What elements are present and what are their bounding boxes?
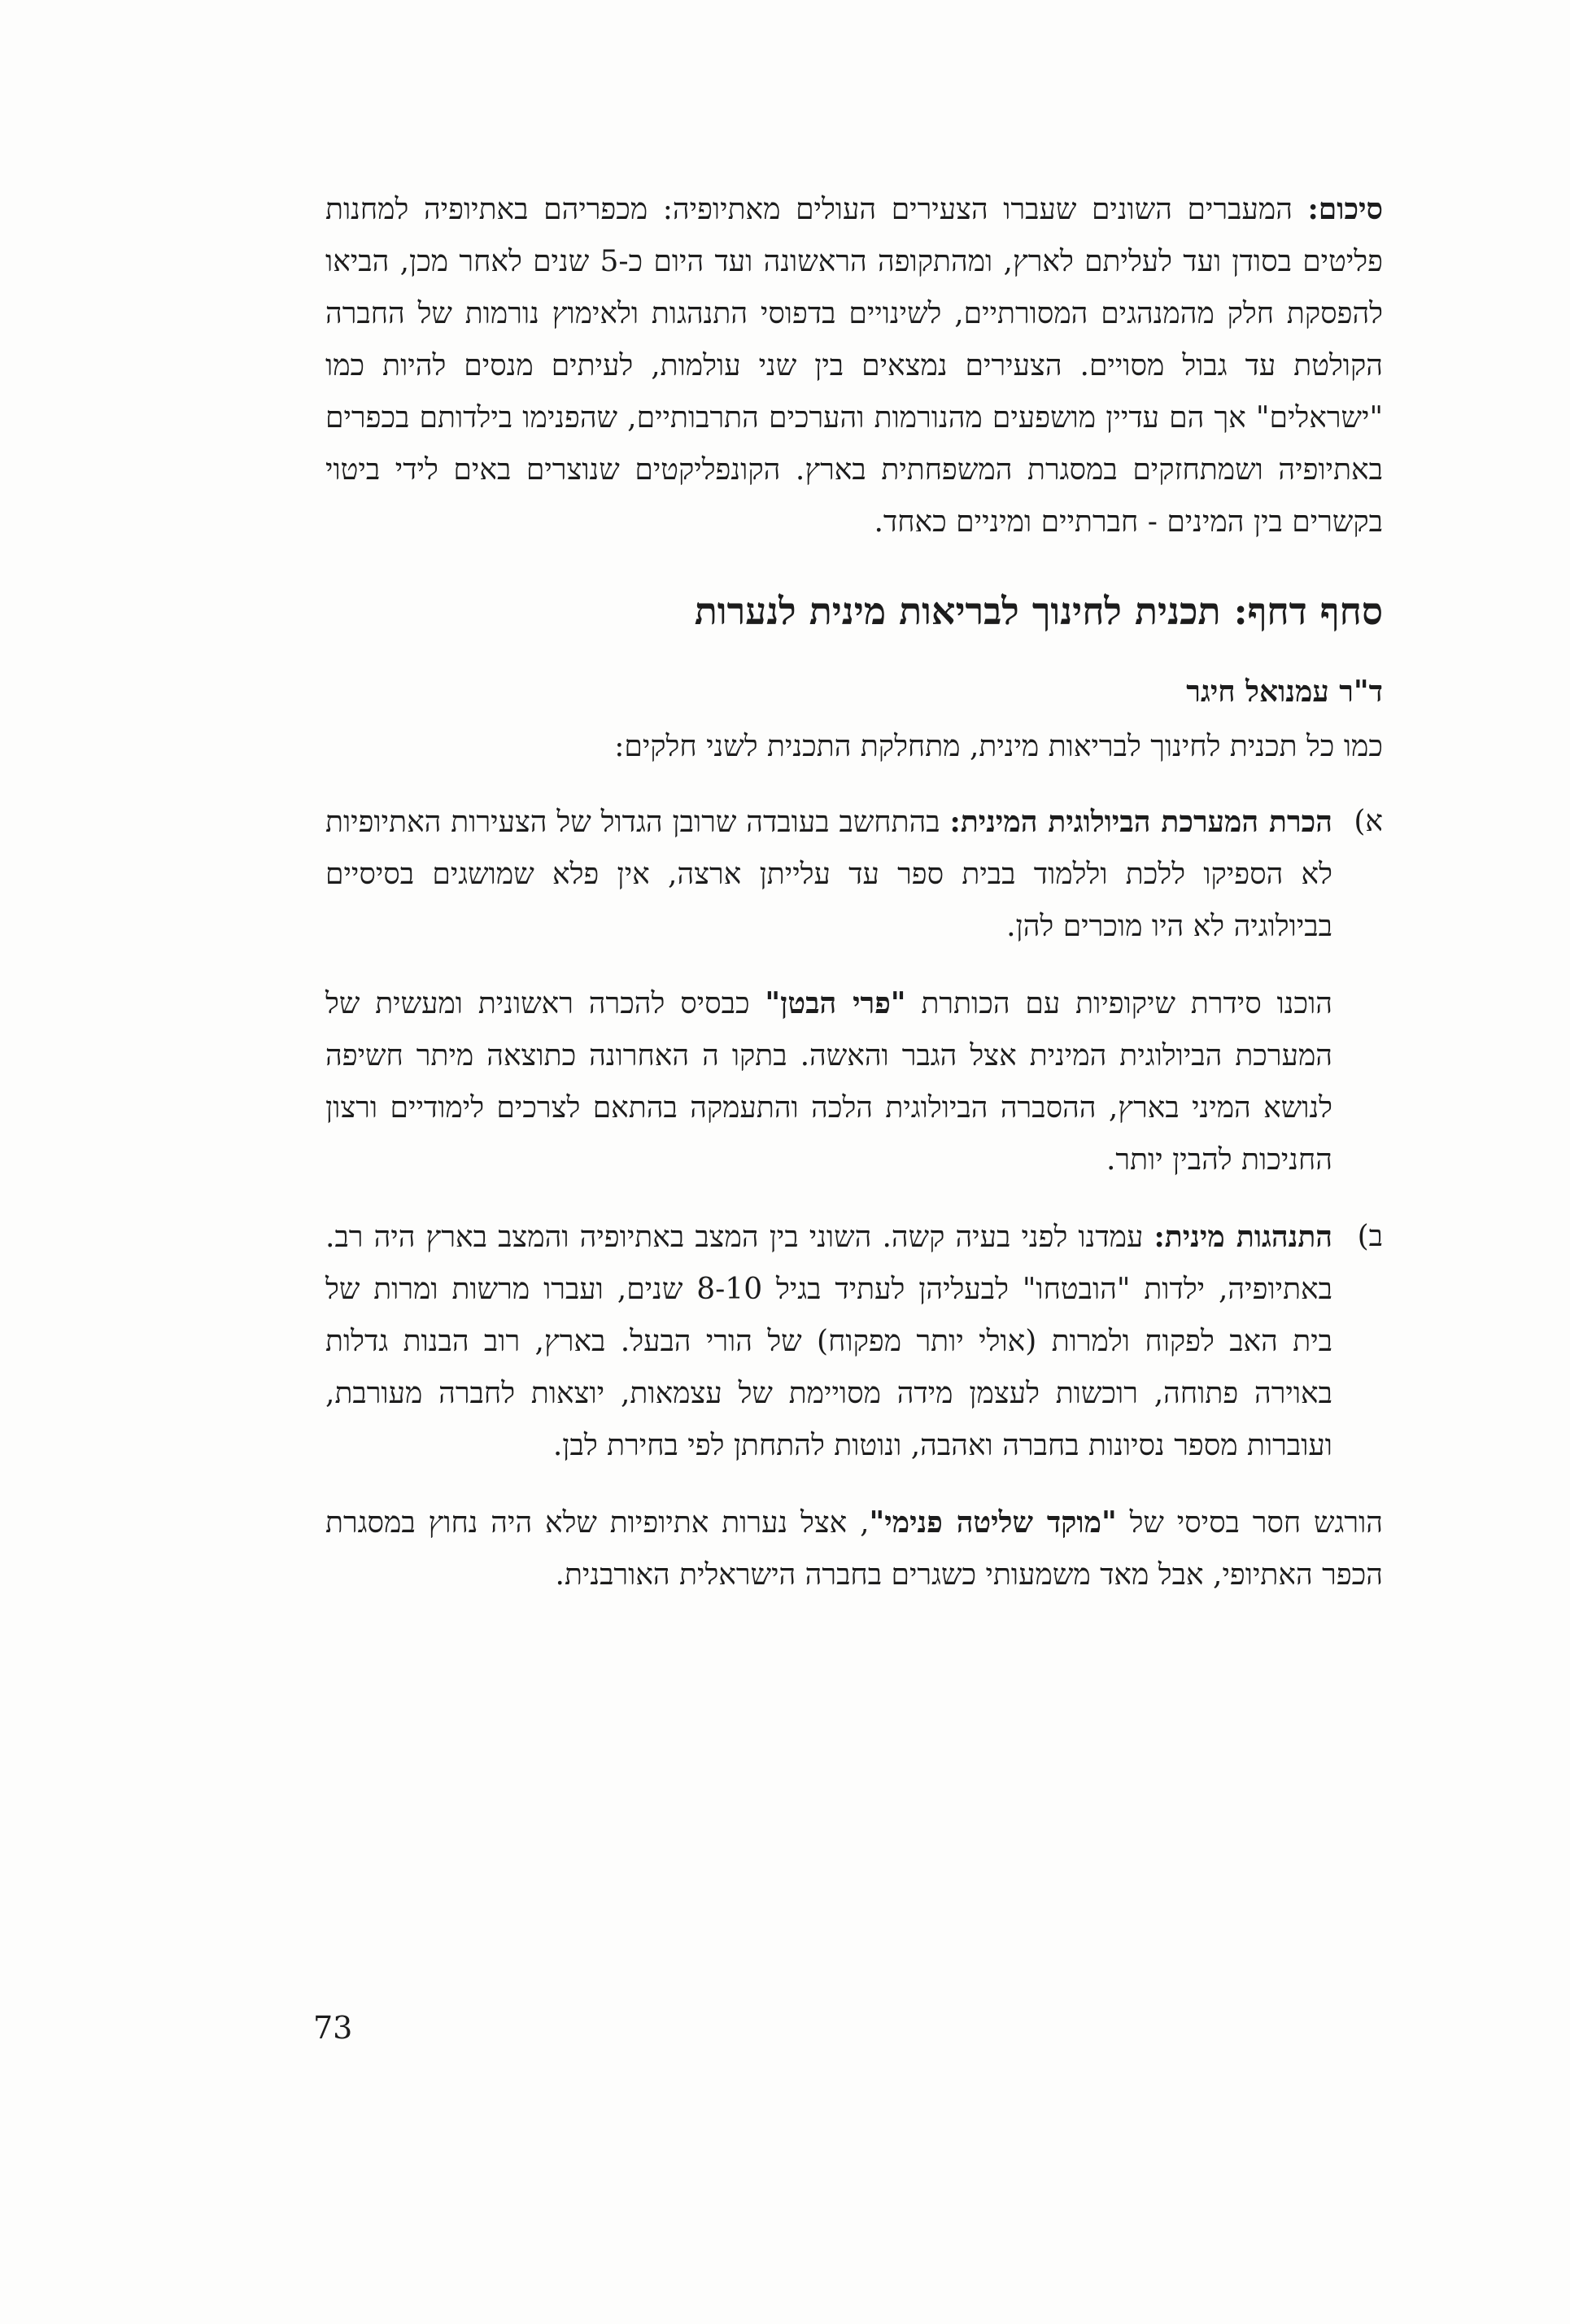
closing-bold: "מוקד שליטה פנימי" [869,1505,1117,1540]
list-item-a-paragraph-1 [325,796,1332,953]
list-item-a-p2-before: הוכנו סידרת שיקופיות עם הכותרת [921,987,1333,1020]
closing-after: , אצל נערות אתיופיות שלא היה נחוץ במסגרת הכפר האתיופי, אבל מאד משמעותי כשגרים בחברה הישראלית האורבנית. [325,1506,1383,1592]
closing-before: הורגש חסר בסיסי של [1129,1506,1383,1540]
closing-paragraph [325,1496,1383,1601]
list-item-b [325,1211,1383,1472]
author-name: ד"ר עמנואל חיגר [1186,675,1383,709]
section-heading: סחף דחף: תכנית לחינוך לבריאות מינית לנערות [694,589,1383,633]
list-item-b-paragraph [325,1211,1332,1472]
summary-label: סיכום: [1307,192,1383,226]
summary-text: המעברים השונים שעברו הצעירים העולים מאתיופיה: מכפריהם באתיופיה למחנות פליטים בסודן ועד לעליתם לארץ, ומהתקופה הראשונה ועד היום כ-5 שנים לאחר מכן, הביאו להפסקת חלק מהמנהגים המסורתיים, לשינויים בדפוסי התנהגות ולאימוץ נורמות של החברה הקולטת עד גבול מסויים. הצעירים נמצאים בין שני עולמות, לעיתים מנסים להיות כמו "ישראלים" אך הם עדיין מושפעים מהנורמות והערכים התרבותיים, שהפנימו בילדותם בכפרים באתיופיה ושמתחזקים במסגרת המשפחתית בארץ. הקונפליקטים שנוצרים באים לידי ביטוי בקשרים בין המינים - חברתיים ומיניים כאחד. [325,193,1384,539]
list-item-b-letter: ב) [1357,1220,1383,1253]
list-item-b-text: עמדנו לפני בעיה קשה. השוני בין המצב באתיופיה והמצב בארץ היה רב. באתיופיה, ילדות "הובטחו" לבעליהן לעתיד בגיל 8-10 שנים, ועברו מרשות ומרות של בית האב לפקוח ולמרות (אולי יותר מפקוח) של הורי הבעל. בארץ, רוב הבנות גדלות באוירה פתוחה, רוכשות לעצמן מידה מסויימת של עצמאות, יוצאות לחברה מעורבת, ועוברות מספר נסיונות בחברה ואהבה, ונוטות להתחתן לפי בחירת לבן. [325,1221,1333,1462]
list-item-a-label: הכרת המערכת הביולוגית המינית: [949,805,1332,839]
summary-paragraph [325,183,1383,548]
list-item-a-letter: א) [1354,805,1383,838]
list-item-a-p2-after: כבסיס להכרה ראשונית ומעשית של המערכת הביולוגית המינית אצל הגבר והאשה. בתקו ה האחרונה כתוצאה מיתר חשיפה לנושא המיני בארץ, ההסברה הביולוגית הלכה והתעמקה בהתאם לצרכים לימודיים ורצון החניכות להבין יותר. [325,987,1332,1177]
list-item-b-label: התנהגות מינית: [1154,1220,1332,1254]
list-item-a-paragraph-2 [325,977,1332,1186]
list-item-a-text: בהתחשב בעובדה שרובן הגדול של הצעירות האתיופיות לא הספיקו ללכת וללמוד בבית ספר עד עלייתן ארצה, אין פלא שמושגים בסיסיים בביולוגיה לא היו מוכרים להן. [325,806,1332,943]
page-content [325,183,1383,1601]
list-item-a [325,796,1383,1186]
list-item-a-body [325,796,1332,1186]
list-item-a-p2-bold: "פרי הבטן" [765,986,906,1020]
list-item-b-body [325,1211,1332,1472]
intro-paragraph: כמו כל תכנית לחינוך לבריאות מינית, מתחלקת התכנית לשני חלקים: [614,730,1383,763]
page-number: 73 [313,2010,353,2046]
